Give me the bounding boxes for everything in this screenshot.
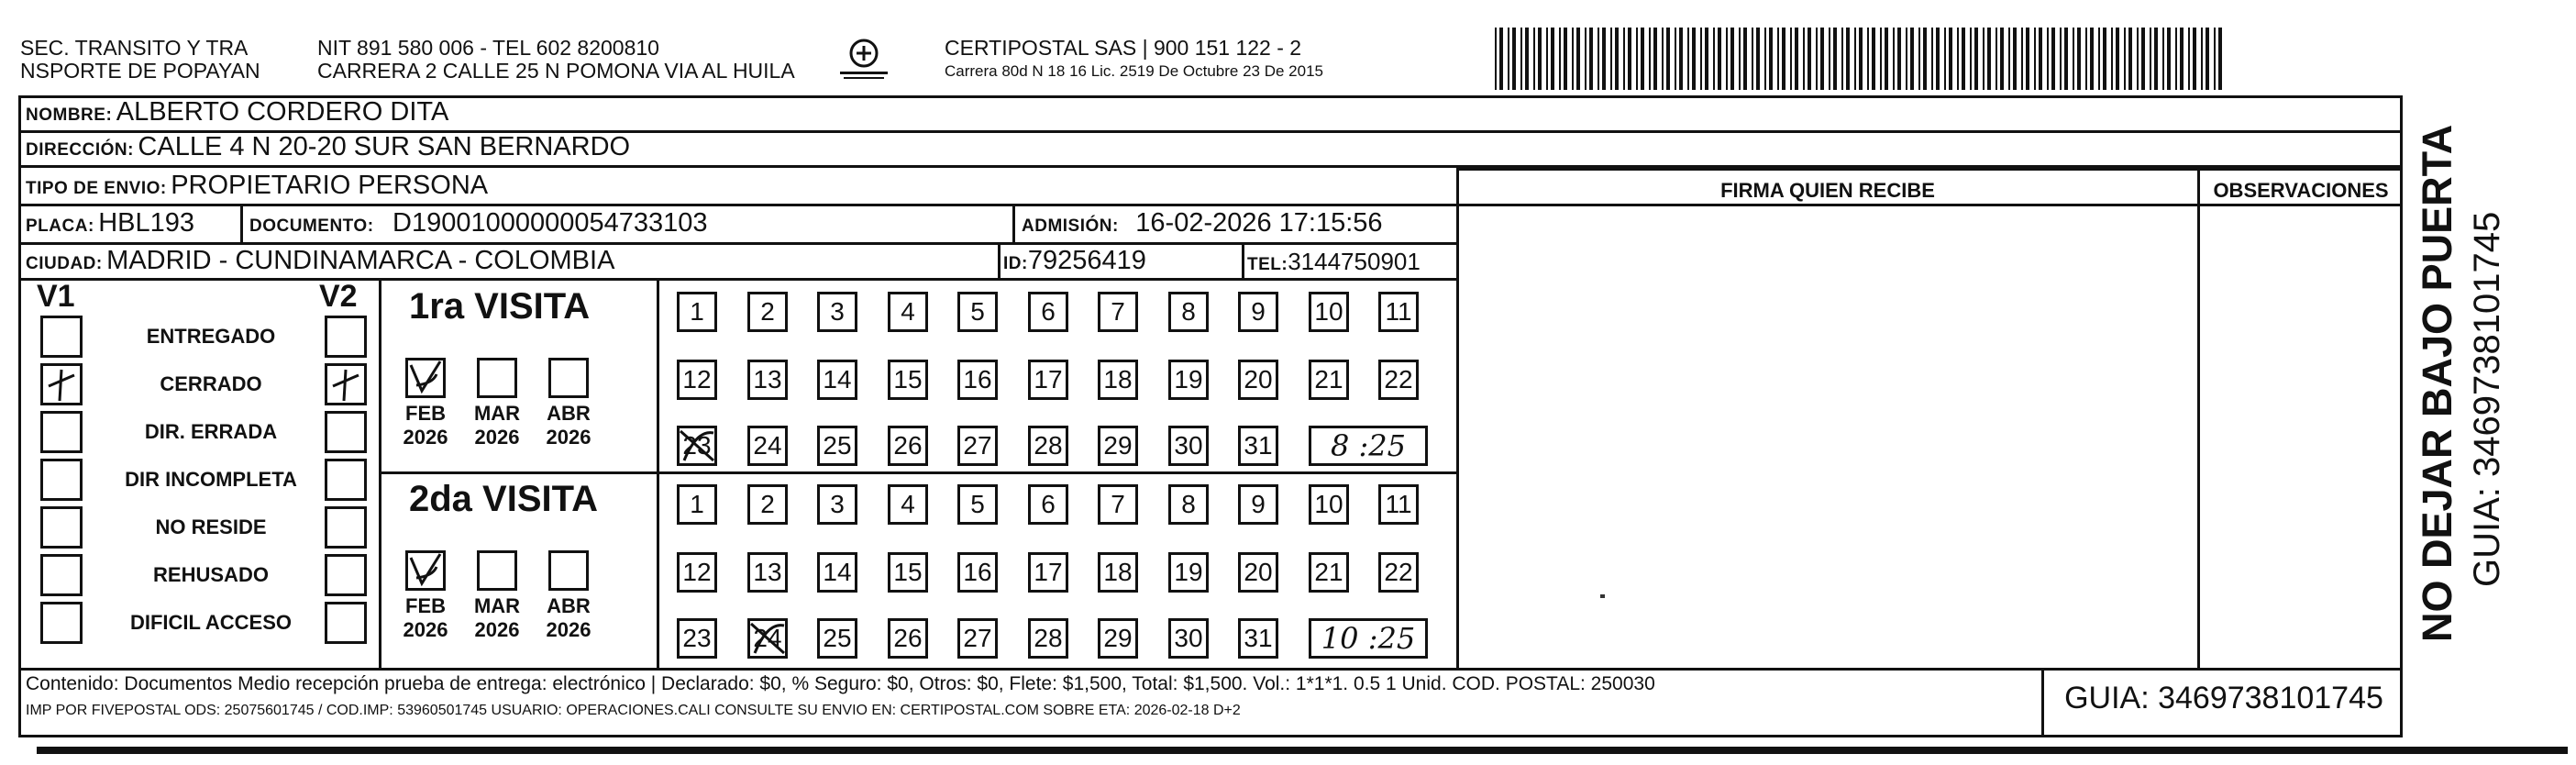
- day-box[interactable]: 19: [1168, 360, 1209, 400]
- month-label: [465, 402, 529, 449]
- month-year: 2026: [403, 426, 448, 449]
- month-checkbox[interactable]: [405, 550, 446, 591]
- month-year: 2026: [403, 618, 448, 641]
- nombre-label: NOMBRE:: [26, 105, 113, 125]
- day-box[interactable]: 7: [1098, 484, 1138, 525]
- day-box[interactable]: 15: [888, 552, 928, 593]
- sender-contact: [317, 37, 795, 83]
- sender-org: [20, 37, 260, 83]
- documento-value: D19001000000054733103: [392, 208, 708, 238]
- day-box[interactable]: 8: [1168, 484, 1209, 525]
- month-name: FEB: [405, 594, 446, 617]
- status-v2-checkbox[interactable]: [325, 411, 367, 453]
- day-box[interactable]: 4: [888, 292, 928, 332]
- day-box[interactable]: 8: [1168, 292, 1209, 332]
- day-box[interactable]: 12: [677, 360, 717, 400]
- day-box[interactable]: 11: [1378, 484, 1419, 525]
- day-box[interactable]: 16: [957, 552, 998, 593]
- day-box[interactable]: 28: [1028, 618, 1068, 659]
- day-box[interactable]: 23: [677, 618, 717, 659]
- day-box[interactable]: 28: [1028, 426, 1068, 466]
- no-dejar-vertical: NO DEJAR BAJO PUERTA: [2414, 124, 2460, 642]
- ciudad-label: CIUDAD:: [26, 254, 103, 273]
- day-box[interactable]: 1: [677, 484, 717, 525]
- day-box[interactable]: 19: [1168, 552, 1209, 593]
- placa-label: PLACA:: [26, 216, 94, 236]
- day-box[interactable]: 15: [888, 360, 928, 400]
- day-box[interactable]: 18: [1098, 360, 1138, 400]
- visit-time-box[interactable]: 10 :25: [1309, 618, 1428, 659]
- day-box[interactable]: 17: [1028, 360, 1068, 400]
- admision-cell: [1022, 208, 1383, 238]
- day-box[interactable]: 20: [1238, 360, 1278, 400]
- admision-label: ADMISIÓN:: [1022, 216, 1119, 236]
- sender-org-line2: NSPORTE DE POPAYAN: [20, 59, 260, 83]
- day-box[interactable]: 3: [817, 484, 857, 525]
- status-v2-checkbox[interactable]: [325, 506, 367, 549]
- month-name: ABR: [547, 402, 591, 425]
- tipo-row: [26, 171, 488, 201]
- sender-org-line1: SEC. TRANSITO Y TRA: [20, 36, 249, 60]
- scribble-mark-icon: [677, 426, 717, 466]
- day-box[interactable]: 25: [817, 426, 857, 466]
- day-box[interactable]: 25: [817, 618, 857, 659]
- documento-label: DOCUMENTO:: [249, 216, 374, 236]
- day-box[interactable]: 18: [1098, 552, 1138, 593]
- courier-line2: Carrera 80d N 18 16 Lic. 2519 De Octubre 23 De 2015: [945, 62, 1323, 80]
- month-checkbox[interactable]: [405, 358, 446, 398]
- day-box[interactable]: 12: [677, 552, 717, 593]
- courier-line1: CERTIPOSTAL SAS | 900 151 122 - 2: [945, 36, 1302, 60]
- month-label: [465, 594, 529, 642]
- visit1-title: 1ra VISITA: [409, 286, 591, 327]
- tel-label: TEL:: [1247, 255, 1288, 274]
- day-box[interactable]: 11: [1378, 292, 1419, 332]
- barcode: [1495, 28, 2227, 90]
- documento-cell: [249, 208, 708, 238]
- v2-header: V2: [319, 279, 358, 314]
- day-box[interactable]: 26: [888, 618, 928, 659]
- month-name: MAR: [473, 594, 521, 617]
- visit2-title: 2da VISITA: [409, 479, 598, 519]
- observaciones-header: OBSERVACIONES: [2213, 179, 2389, 202]
- status-label: NO RESIDE: [155, 516, 267, 538]
- footer-imp: IMP POR FIVEPOSTAL ODS: 25075601745 / COD.IMP: 53960501745 USUARIO: OPERACIONES.CALI CONSULTE SU ENVIO EN: CERTIPOSTAL.COM SOBRE ETA: 2026-02-18 D+2: [26, 703, 1241, 718]
- month-label: [536, 402, 601, 449]
- nombre-value: ALBERTO CORDERO DITA: [116, 97, 449, 127]
- day-box[interactable]: 13: [747, 552, 788, 593]
- status-label: DIR INCOMPLETA: [125, 468, 297, 491]
- month-checkbox[interactable]: [548, 358, 589, 398]
- day-box[interactable]: 30: [1168, 426, 1209, 466]
- day-box[interactable]: 14: [817, 552, 857, 593]
- scribble-mark-icon: [747, 618, 788, 659]
- month-label: [393, 594, 458, 642]
- month-year: 2026: [546, 426, 591, 449]
- sender-nit: NIT 891 580 006 - TEL 602 8200810: [317, 36, 659, 60]
- day-box-marked[interactable]: 23: [677, 426, 717, 466]
- day-box[interactable]: 5: [957, 484, 998, 525]
- tipo-label: TIPO DE ENVIO:: [26, 179, 167, 198]
- placa-value: HBL193: [98, 208, 195, 238]
- day-box[interactable]: 21: [1309, 360, 1349, 400]
- footer-contenido: Contenido: Documentos Medio recepción prueba de entrega: electrónico | Declarado: $0, % Seguro: $0, Otros: $0, Flete: $1,500, Total: $1,500. Vol.: 1*1*1. 0.5 1 Unid. COD. POSTAL: 250030: [26, 673, 1655, 694]
- status-v2-checkbox[interactable]: [325, 459, 367, 501]
- day-box[interactable]: 16: [957, 360, 998, 400]
- day-box[interactable]: 30: [1168, 618, 1209, 659]
- day-box[interactable]: 1: [677, 292, 717, 332]
- day-box[interactable]: 5: [957, 292, 998, 332]
- nombre-row: [26, 97, 448, 128]
- day-box[interactable]: 20: [1238, 552, 1278, 593]
- day-box[interactable]: 27: [957, 618, 998, 659]
- day-box[interactable]: 14: [817, 360, 857, 400]
- month-label: [536, 594, 601, 642]
- day-box[interactable]: 6: [1028, 292, 1068, 332]
- guia-vertical: GUIA: 3469738101745: [2467, 211, 2507, 587]
- status-label: DIR. ERRADA: [144, 420, 278, 443]
- placa-cell: [26, 208, 194, 238]
- stray-mark: [1600, 594, 1605, 598]
- ciudad-value: MADRID - CUNDINAMARCA - COLOMBIA: [106, 246, 615, 275]
- check-mark-icon: [405, 550, 446, 591]
- day-box[interactable]: 4: [888, 484, 928, 525]
- ciudad-cell: [26, 246, 614, 276]
- month-year: 2026: [474, 426, 520, 449]
- day-box[interactable]: 24: [747, 426, 788, 466]
- day-box[interactable]: 2: [747, 484, 788, 525]
- month-checkbox[interactable]: [477, 358, 517, 398]
- day-box[interactable]: 6: [1028, 484, 1068, 525]
- courier-info: [945, 37, 1323, 81]
- day-box[interactable]: 27: [957, 426, 998, 466]
- day-box[interactable]: 13: [747, 360, 788, 400]
- sender-address: CARRERA 2 CALLE 25 N POMONA VIA AL HUILA: [317, 59, 795, 83]
- id-cell: [1003, 246, 1146, 276]
- month-label: [393, 402, 458, 449]
- tel-value: 3144750901: [1288, 248, 1421, 275]
- day-box[interactable]: 29: [1098, 618, 1138, 659]
- direccion-value: CALLE 4 N 20-20 SUR SAN BERNARDO: [138, 132, 631, 161]
- status-label: DIFICIL ACCESO: [129, 611, 292, 634]
- day-box[interactable]: 22: [1378, 552, 1419, 593]
- firma-header: FIRMA QUIEN RECIBE: [1720, 179, 1935, 202]
- direccion-row: [26, 132, 630, 162]
- status-v2-checkbox[interactable]: [325, 363, 367, 405]
- month-checkbox[interactable]: [477, 550, 517, 591]
- admision-value: 16-02-2026 17:15:56: [1135, 208, 1383, 238]
- scan-shadow: [37, 747, 2568, 754]
- footer-guia: GUIA: 3469738101745: [2064, 681, 2383, 715]
- day-box[interactable]: 10: [1309, 484, 1349, 525]
- month-year: 2026: [474, 618, 520, 641]
- status-v2-checkbox[interactable]: [325, 316, 367, 358]
- check-mark-icon: [405, 358, 446, 398]
- month-name: MAR: [473, 402, 521, 425]
- day-box[interactable]: 29: [1098, 426, 1138, 466]
- status-v2-checkbox[interactable]: [325, 602, 367, 644]
- status-label: REHUSADO: [153, 563, 269, 586]
- day-box[interactable]: 2: [747, 292, 788, 332]
- day-box[interactable]: 31: [1238, 618, 1278, 659]
- day-box[interactable]: 31: [1238, 426, 1278, 466]
- day-box[interactable]: 26: [888, 426, 928, 466]
- v1-header: V1: [37, 279, 75, 314]
- day-box[interactable]: 10: [1309, 292, 1349, 332]
- day-box[interactable]: 22: [1378, 360, 1419, 400]
- month-year: 2026: [546, 618, 591, 641]
- day-box[interactable]: 9: [1238, 292, 1278, 332]
- check-mark-icon: [327, 366, 364, 403]
- status-label: CERRADO: [160, 372, 262, 395]
- tel-cell: [1247, 248, 1421, 276]
- status-v2-checkbox[interactable]: [325, 554, 367, 596]
- courier-logo-icon: [836, 35, 891, 83]
- day-box-marked[interactable]: 24: [747, 618, 788, 659]
- status-label: ENTREGADO: [146, 325, 276, 348]
- day-box[interactable]: 7: [1098, 292, 1138, 332]
- id-label: ID:: [1003, 254, 1028, 273]
- day-box[interactable]: 9: [1238, 484, 1278, 525]
- direccion-label: DIRECCIÓN:: [26, 140, 134, 160]
- day-box[interactable]: 3: [817, 292, 857, 332]
- day-box[interactable]: 21: [1309, 552, 1349, 593]
- month-name: FEB: [405, 402, 446, 425]
- tipo-value: PROPIETARIO PERSONA: [171, 171, 489, 200]
- visit-time-box[interactable]: 8 :25: [1309, 426, 1428, 466]
- month-name: ABR: [547, 594, 591, 617]
- month-checkbox[interactable]: [548, 550, 589, 591]
- day-box[interactable]: 17: [1028, 552, 1068, 593]
- id-value: 79256419: [1027, 246, 1146, 275]
